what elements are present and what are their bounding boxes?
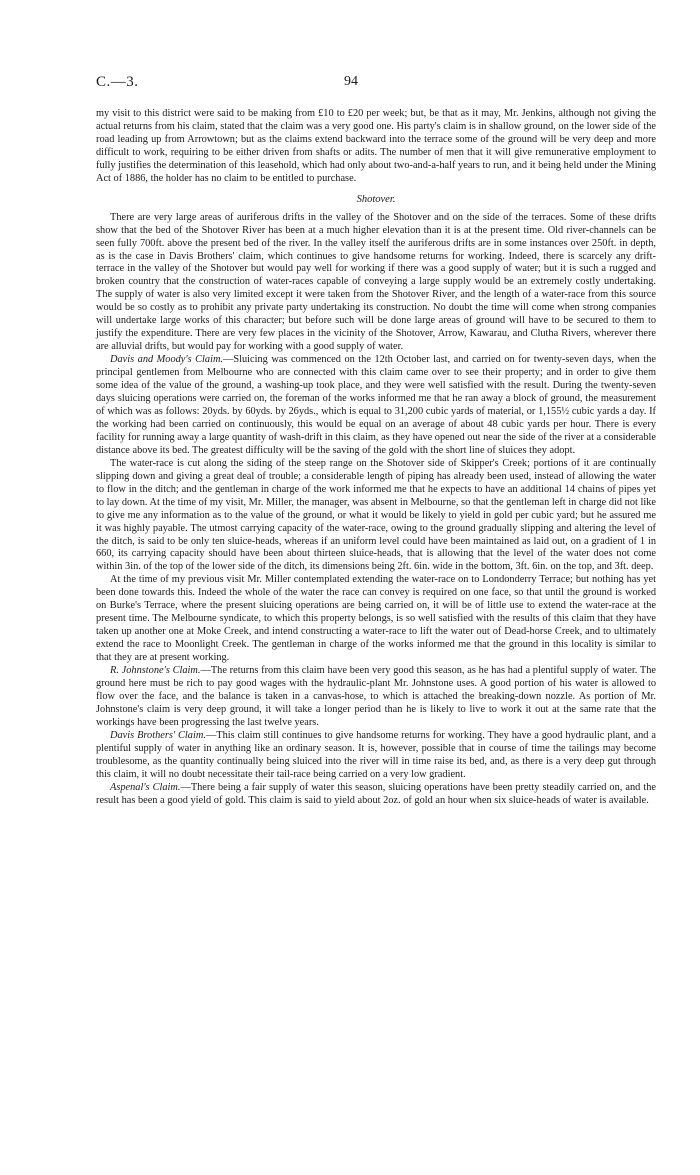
page-number: 94	[344, 74, 358, 89]
section-heading: Shotover.	[356, 193, 396, 205]
davis-moody-paragraph	[96, 354, 656, 458]
claim-name: Aspenal's Claim.	[110, 781, 181, 793]
page-header	[96, 0, 656, 108]
claim-text: —The returns from this claim have been very good this season, as he has had a plentiful supply of water. The ground here must be rich to pay good wages with the hydraulic-plant Mr. Johnstone uses. A good portion of his water is allowed to flow over the face, and the balance is taken in a canvas-hose, to which is attached the breaking-down nozzle. As portion of Mr. Johnstone's claim is very deep ground, it will take a longer period than he is likely to live to work it out at the same rate that the workings have been progressing the last twelve years.	[96, 665, 656, 728]
intro-paragraph: my visit to this district were said to be making from £10 to £20 per week; but, be that as it may, Mr. Jenkins, although not giving the actual returns from his claim, stated that the claim was a very good one. His party's claim is in shallow ground, on the lower side of the road leading up from Arrowtown; but as the claims extend backward into the terrace some of the ground will be very deep and more difficult to work, requiring to be either driven from shafts or adits. The number of men that it will give remunerative employment to fully justifies the determination of this leasehold, which had only about two-and-a-half years to run, and it being held under the Mining Act of 1886, the holder has no claim to be entitled to purchase.	[96, 108, 656, 184]
claim-text: —Sluicing was commenced on the 12th October last, and carried on for twenty-seven days, when the principal gentlemen from Melbourne who are connected with this claim came over to see their property; and in order to give them some idea of the value of the ground, a washing-up took place, and they were well satisfied with the result. During the twenty-seven days sluicing operations were carried on, the foreman of the works informed me that he ran away a block of ground, the measurement of which was as follows: 20yds. by 60yds. by 26yds., which is equal to 31,200 cubic yards of material, or 1,155½ cubic yards a day. If the working had been carried on continuously, this would be equal on an average of about 48 cubic yards per hour. There is every facility for running away a large quantity of wash-drift in this claim, as they have opened out near the side of the river at a considerable distance above its bed. The greatest difficulty will be the saving of the gold with the short line of sluices they adopt.	[96, 354, 657, 456]
davis-brothers-paragraph	[96, 730, 656, 782]
document-body	[96, 108, 656, 808]
claim-text: —This claim still continues to give handsome returns for working. They have a good hydraulic plant, and a plentiful supply of water in anything like an ordinary season. It is, however, possible that in course of time the tailings may become troublesome, as the quantity continually being sluiced into the river will in time raise its bed, and, as there is a very deep gut through this claim, it will no doubt necessitate their tail-race being carried on a very low gradient.	[96, 729, 656, 780]
page-reference: C.—3.	[96, 74, 139, 90]
document-page	[96, 0, 656, 808]
aspenal-paragraph	[96, 782, 656, 808]
claim-name: R. Johnstone's Claim.	[110, 665, 201, 677]
johnstone-paragraph	[96, 665, 656, 730]
water-race-paragraph: The water-race is cut along the siding of the steep range on the Shotover side of Skipper's Creek; portions of it are continually slipping down and giving a great deal of trouble; a considerable length of piping has already been used, instead of allowing the water to flow in the ditch; and the gentleman in charge of the work informed me that he expects to have an additional 14 chains of pipes yet to lay down. At the time of my visit, Mr. Miller, the manager, was absent in Melbourne, so that the gentleman left in charge did not like to give me any information as to the value of the ground, or what it would be likely to yield in gold per cubic yard; but he assured me it was highly payable. The utmost carrying capacity of the water-race, owing to the ground gradually slipping and altering the level of the ditch, is said to be only ten sluice-heads, whereas if an uniform level could have been maintained as laid out, on a gradient of 1 in 660, its carrying capacity should have been about thirteen sluice-heads, that is allowing that the level of the water does not come within 3in. of the top of the lower side of the ditch, its dimensions being 2ft. 6in. wide in the bottom, 3ft. 6in. on the top, and 3ft. deep.	[96, 457, 656, 573]
claim-name: Davis and Moody's Claim.	[110, 354, 224, 366]
shotover-paragraph: There are very large areas of auriferous drifts in the valley of the Shotover and on the side of the terraces. Some of these drifts show that the bed of the Shotover River has been at a much higher elevation than it is at the present time. Old river-channels can be seen fully 700ft. above the present bed of the river. In the valley itself the auriferous drifts are in some instances over 250ft. in depth, as is the case in Davis Brothers' claim, which continues to give handsome returns for working. Indeed, there is scarcely any drift-terrace in the valley of the Shotover but would pay well for working if there was a good supply of water; but it is such a rugged and broken country that the construction of water-races capable of conveying a large supply would be an extremely costly undertaking. The supply of water is also very limited except it were taken from the Shotover River, and the length of a water-race from this source would be so costly as to prohibit any private party undertaking its construction. No doubt the time will come when strong companies will undertake large works of this character; but before such will be done large areas of ground will have to be secured to them to justify the expenditure. There are very few places in the vicinity of the Shotover, Arrow, Kawarau, and Clutha Rivers, wherever there are alluvial drifts, but would pay for working with a good supply of water.	[96, 211, 656, 353]
previous-visit-paragraph: At the time of my previous visit Mr. Miller contemplated extending the water-race on to Londonderry Terrace; but nothing has yet been done towards this. Indeed the whole of the water the race can convey is required on one face, so that until the ground is worked on Burke's Terrace, where the present sluicing operations are being carried on, it will be of little use to extend the water-race at the present time. The Melbourne syndicate, to which this property belongs, is so well satisfied with the results of this claim that they have taken up another one at Moke Creek, and intend constructing a water-race to lift the water out of Dead-horse Creek, and to ultimately extend the race to Moonlight Creek. The gentleman in charge of the works informed me that the ground in this locality is similar to that they are at present working.	[96, 574, 656, 664]
claim-text: —There being a fair supply of water this season, sluicing operations have been pretty steadily carried on, and the result has been a good yield of gold. This claim is said to yield about 2oz. of gold an hour when six sluice-heads of water is available.	[96, 781, 656, 806]
claim-name: Davis Brothers' Claim.	[110, 729, 206, 741]
